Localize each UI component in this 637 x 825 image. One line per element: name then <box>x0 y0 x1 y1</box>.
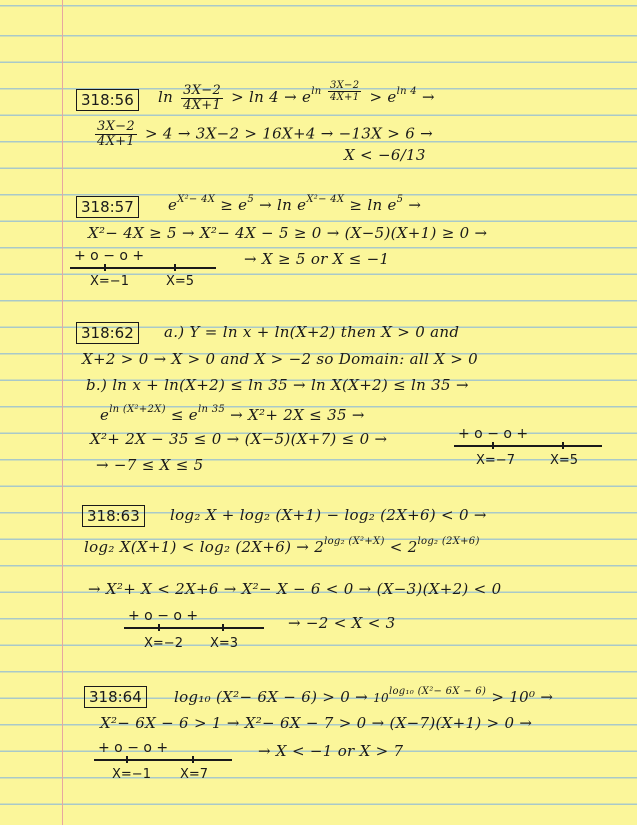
p62-exp1: ln (X²+2X) <box>109 404 166 415</box>
p62-tick-2 <box>562 442 564 449</box>
p57-exp3: X²− 4X <box>306 194 345 205</box>
p56-frac-den: 4X+1 <box>183 97 222 113</box>
p56-exp-ln: ln <box>311 86 322 97</box>
p56-exp-fraction <box>328 80 361 103</box>
p62-line5: X²+ 2X − 35 ≤ 0 → (X−5)(X+7) ≤ 0 → <box>90 430 388 448</box>
p56-l2-den: 4X+1 <box>97 134 135 149</box>
p64-tick-1 <box>126 756 128 763</box>
p56-line3: X < −6/13 <box>344 146 426 164</box>
p57-e: e <box>168 196 178 214</box>
p64-base: 10 <box>373 691 389 705</box>
p57-tick-2 <box>174 264 176 271</box>
p64-line2: X²− 6X − 6 > 1 → X²− 6X − 7 > 0 → (X−7)(X+1) > 0 → <box>100 714 533 732</box>
p63-number-line <box>124 608 274 652</box>
p57-number-line <box>70 248 220 290</box>
p57-point-2: X=5 <box>166 274 195 289</box>
p62-line3: b.) ln x + ln(X+2) ≤ ln 35 → ln X(X+2) ≤ ln 35 → <box>86 376 469 394</box>
p56-l2-rest: > 4 → 3X−2 > 16X+4 → −13X > 6 → <box>144 124 433 143</box>
p56-frac-num: 3X−2 <box>183 82 222 98</box>
p62-result: → −7 ≤ X ≤ 5 <box>96 456 204 474</box>
p56-exp2: ln 4 <box>396 86 417 97</box>
problem-label-318-56: 318:56 <box>76 89 139 111</box>
p57-line2: X²− 4X ≥ 5 → X²− 4X − 5 ≥ 0 → (X−5)(X+1) ≥ 0 → <box>88 224 488 242</box>
p57-line1 <box>168 194 421 214</box>
p64-axis <box>94 759 232 761</box>
p57-mid3: ≥ ln e <box>349 196 397 214</box>
p57-mid2: → ln e <box>259 196 307 214</box>
p62-rest: → X²+ 2X ≤ 35 → <box>230 406 365 424</box>
p63-result: → −2 < X < 3 <box>288 614 396 632</box>
p63-base-b: 2 <box>407 538 418 556</box>
p62-number-line <box>454 426 604 470</box>
p62-tick-1 <box>492 442 494 449</box>
p57-exp4: 5 <box>396 194 404 205</box>
p63-line2 <box>84 536 480 556</box>
p64-right: > 10⁰ → <box>491 688 554 706</box>
p63-base-a: 2 <box>314 538 325 556</box>
p57-exp2: 5 <box>247 194 255 205</box>
p63-left: log₂ X(X+1) < log₂ (2X+6) → <box>84 538 310 556</box>
p56-rest2: > e <box>369 88 397 106</box>
margin-rule <box>62 0 63 825</box>
p62-mid: ≤ e <box>170 406 198 424</box>
p62-e1: e <box>100 406 110 424</box>
p62-line4 <box>100 404 365 424</box>
p62-point-2: X=5 <box>550 453 579 468</box>
p63-lt: < <box>389 538 403 556</box>
p56-ln: ln <box>158 88 174 106</box>
p64-result: → X < −1 or X > 7 <box>258 742 404 760</box>
p64-number-line <box>94 740 244 784</box>
p63-exp-a: log₂ (X²+X) <box>324 536 385 547</box>
p56-line2-fraction <box>95 120 137 149</box>
problem-label-318-63: 318:63 <box>82 505 145 527</box>
p56-exp-den: 4X+1 <box>329 92 360 103</box>
p64-tick-2 <box>192 756 194 763</box>
p57-result: → X ≥ 5 or X ≤ −1 <box>244 250 390 268</box>
p56-line1 <box>158 80 435 113</box>
p57-mid: ≥ e <box>220 196 248 214</box>
p56-line2 <box>92 120 433 149</box>
p63-sign-chart: + o − o + <box>128 608 199 624</box>
p56-tail: → <box>422 88 435 106</box>
p64-left: log₁₀ (X²− 6X − 6) > 0 → <box>174 688 369 706</box>
p63-axis <box>124 627 264 629</box>
p57-sign-chart: + o − o + <box>74 248 145 264</box>
problem-label-318-57: 318:57 <box>76 196 139 218</box>
p56-rest1: > ln 4 → e <box>231 88 312 106</box>
p56-fraction <box>181 84 223 113</box>
problem-label-318-62: 318:62 <box>76 322 139 344</box>
p63-line1: log₂ X + log₂ (X+1) − log₂ (2X+6) < 0 → <box>170 506 487 524</box>
p57-tail: → <box>408 196 422 214</box>
p63-point-2: X=3 <box>210 636 239 651</box>
p62-exp2: ln 35 <box>198 404 226 415</box>
p64-line1 <box>174 686 553 706</box>
p56-exp-group <box>311 80 364 103</box>
p57-point-1: X=−1 <box>90 274 129 289</box>
p63-exp-b: log₂ (2X+6) <box>417 536 480 547</box>
p57-axis <box>70 267 216 269</box>
p64-exp: log₁₀ (X²− 6X − 6) <box>388 686 487 697</box>
p62-point-1: X=−7 <box>476 453 515 468</box>
p63-point-1: X=−2 <box>144 636 183 651</box>
p57-exp1: X²− 4X <box>177 194 216 205</box>
p62-axis <box>454 445 602 447</box>
p62-line2: X+2 > 0 → X > 0 and X > −2 so Domain: all X > 0 <box>82 350 479 368</box>
p63-tick-1 <box>158 624 160 631</box>
p57-tick-1 <box>104 264 106 271</box>
p62-line1: a.) Y = ln x + ln(X+2) then X > 0 and <box>164 323 460 341</box>
p64-sign-chart: + o − o + <box>98 740 169 756</box>
p64-point-1: X=−1 <box>112 767 151 782</box>
p62-sign-chart: + o − o + <box>458 426 529 442</box>
problem-label-318-64: 318:64 <box>84 686 147 708</box>
p56-l2-num: 3X−2 <box>97 119 135 134</box>
p63-tick-2 <box>222 624 224 631</box>
p64-point-2: X=7 <box>180 767 209 782</box>
p63-line3: → X²+ X < 2X+6 → X²− X − 6 < 0 → (X−3)(X+2) < 0 <box>88 580 502 598</box>
p56-exp-num: 3X−2 <box>329 80 360 91</box>
